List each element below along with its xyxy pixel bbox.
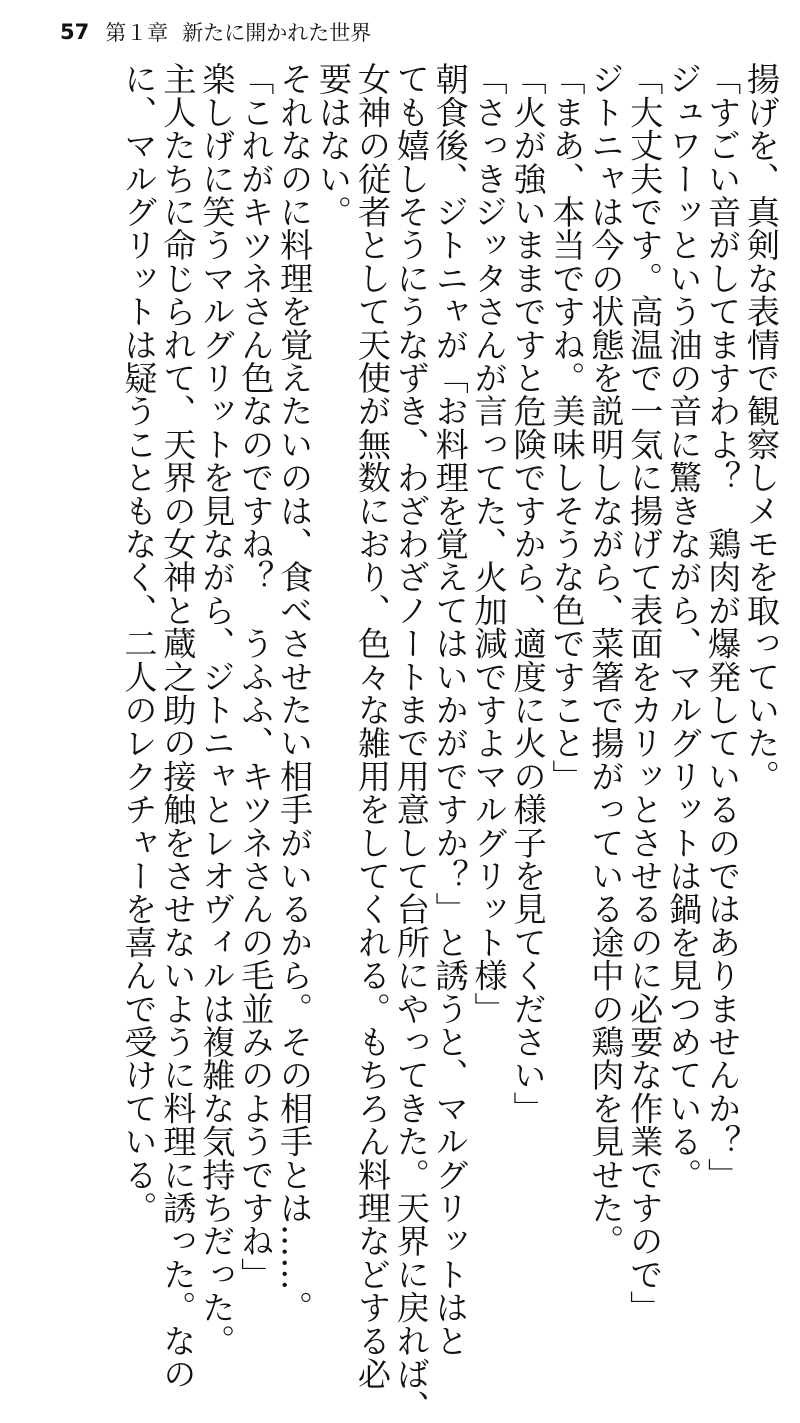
running-head (60, 14, 371, 50)
text-line: 朝食後、ジトニャが「お料理を覚えてはいかがですか？」と誘うと、マルグリットはと (430, 62, 470, 1357)
chapter-label: 第１章 (105, 21, 169, 45)
text-line: 「さっきジッタさんが言ってた、火加減ですよマルグリット様」 (469, 62, 509, 1025)
text-line: 主人たちに命じられて、天界の女神と蔵之助の接触をさせないように料理に誘った。なの (158, 62, 198, 1390)
text-line: 楽しげに笑うマルグリットを見ながら、ジトニャとレオヴィルは複雑な気持ちだった。 (197, 62, 237, 1357)
page-number: 57 (60, 20, 90, 44)
text-line: ても嬉しそうにうなずき、わざわざノートまで用意して台所にやってきた。天界に戻れば、 (391, 62, 431, 1423)
text-line: 要はない。 (314, 62, 354, 228)
text-line: 女神の従者として天使が無数におり、色々な雑用をしてくれる。もちろん料理などする必 (352, 62, 392, 1390)
text-line: それなのに料理を覚えたいのは、食べさせたい相手がいるから。その相手とは……。 (275, 62, 315, 1324)
text-line: 「これがキツネさん色なのですね？ うふふ、キツネさんの毛並みのようですね」 (236, 62, 276, 1291)
body-text (40, 62, 781, 1423)
chapter-title: 新たに開かれた世界 (182, 21, 372, 45)
text-line: 「すごい音がしてますわよ？ 鶏肉が爆発しているのではありませんか？」 (703, 62, 743, 1191)
text-line: ジトニャは今の状態を説明しながら、菜箸で揚がっている途中の鶏肉を見せた。 (586, 62, 626, 1258)
text-line: 「大丈夫です。高温で一気に揚げて表面をカリッとさせるのに必要な作業ですので」 (625, 62, 665, 1324)
text-line: 「まあ、本当ですね。美味しそうな色ですこと」 (547, 62, 587, 793)
text-line: 揚げを、真剣な表情で観察しメモを取っていた。 (742, 62, 781, 793)
text-line: に、マルグリットは疑うこともなく、二人のレクチャーを喜んで受けている。 (119, 62, 159, 1224)
text-line: ジュワーッという油の音に驚きながら、マルグリットは鍋を見つめている。 (664, 62, 704, 1191)
text-line: 「火が強いままですと危険ですから、適度に火の様子を見てください」 (508, 62, 548, 1125)
